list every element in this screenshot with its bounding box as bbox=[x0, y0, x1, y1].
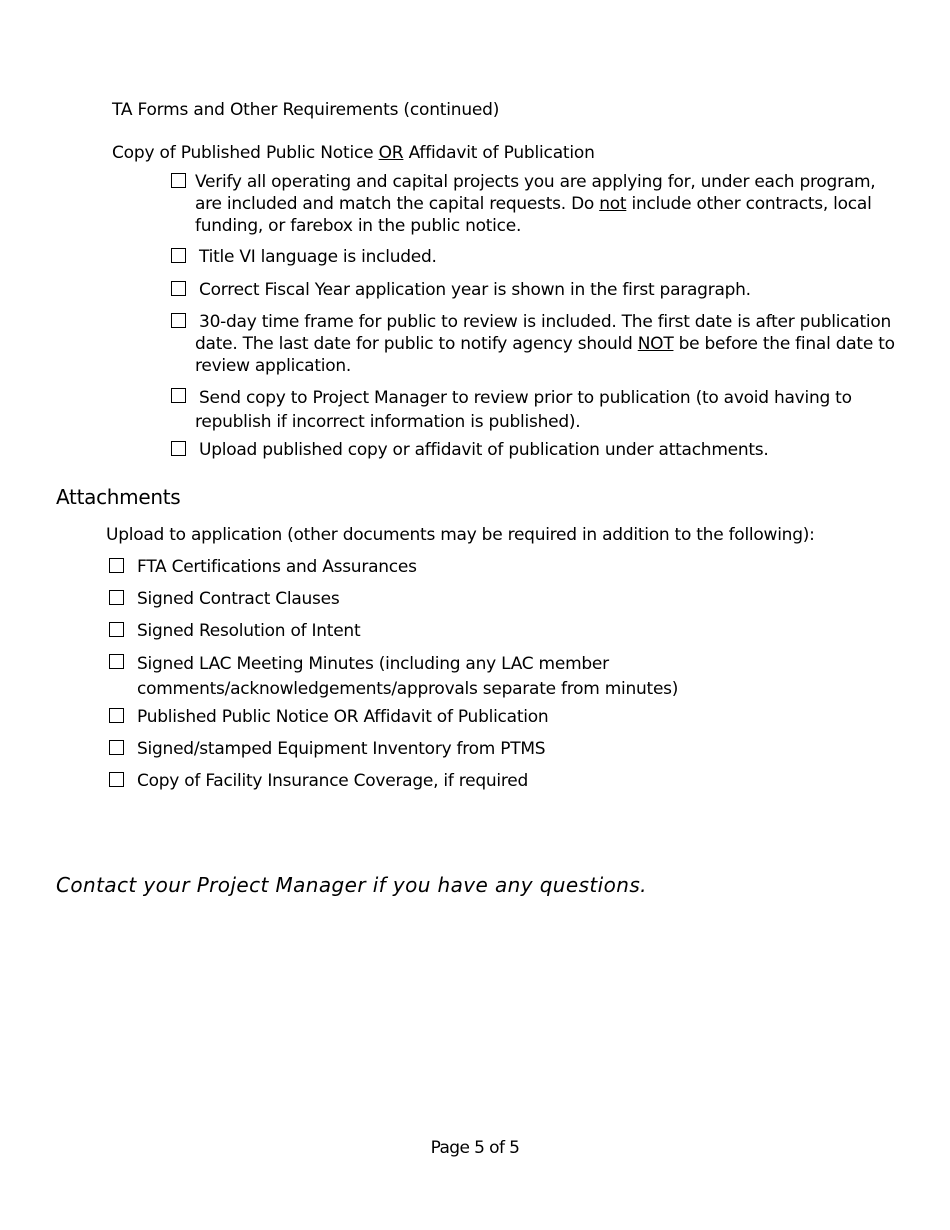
checkbox-icon[interactable] bbox=[171, 248, 186, 263]
notice-checklist-item[interactable] bbox=[171, 246, 896, 268]
attachments-heading: Attachments bbox=[56, 485, 181, 509]
checkbox-icon[interactable] bbox=[171, 173, 186, 188]
attachment-checklist-item[interactable] bbox=[109, 588, 809, 610]
public-notice-heading bbox=[112, 143, 595, 163]
checkbox-icon[interactable] bbox=[171, 281, 186, 296]
notice-item-text: Send copy to Project Manager to review prior to publication (to avoid having to republish if incorrect information is published). bbox=[195, 388, 852, 432]
checkbox-icon[interactable] bbox=[109, 654, 124, 669]
attachment-checklist-item[interactable] bbox=[109, 738, 809, 760]
attachment-checklist-item[interactable] bbox=[109, 770, 809, 792]
attachment-item-label: Published Public Notice OR Affidavit of Publication bbox=[137, 707, 549, 727]
page-number: Page 5 of 5 bbox=[430, 1138, 520, 1158]
checkbox-icon[interactable] bbox=[171, 388, 186, 403]
public-notice-heading-or: OR bbox=[378, 143, 404, 163]
attachment-checklist-item[interactable] bbox=[109, 556, 809, 578]
checkbox-icon[interactable] bbox=[109, 590, 124, 605]
notice-item-underlined: NOT bbox=[637, 334, 674, 354]
notice-checklist-item[interactable] bbox=[171, 311, 896, 377]
notice-item-text: Verify all operating and capital projects you are applying for, under each program, are included and match the capital requests. Do bbox=[195, 172, 876, 214]
notice-checklist-item[interactable] bbox=[171, 279, 896, 301]
attachment-item-label: Copy of Facility Insurance Coverage, if required bbox=[137, 771, 529, 791]
notice-checklist-item-label bbox=[171, 311, 896, 377]
notice-checklist-item-label bbox=[171, 386, 896, 434]
checkbox-icon[interactable] bbox=[109, 708, 124, 723]
attachment-checklist-item[interactable] bbox=[109, 706, 809, 728]
notice-checklist-item[interactable] bbox=[171, 171, 896, 237]
checkbox-icon[interactable] bbox=[109, 622, 124, 637]
notice-item-text: include other contracts, local funding, or farebox in the public notice. bbox=[195, 194, 872, 236]
notice-item-text: 30-day time frame for public to review is included. The first date is after publication date. The last date for public to notify agency should bbox=[195, 312, 892, 354]
notice-item-text: be before the final date to review application. bbox=[195, 334, 895, 376]
checkbox-icon[interactable] bbox=[109, 740, 124, 755]
checkbox-icon[interactable] bbox=[171, 313, 186, 328]
attachment-item-label: Signed Resolution of Intent bbox=[137, 621, 361, 641]
public-notice-heading-suffix: Affidavit of Publication bbox=[403, 143, 595, 163]
attachment-item-label: Signed/stamped Equipment Inventory from PTMS bbox=[137, 739, 546, 759]
attachment-item-label: Signed LAC Meeting Minutes (including any LAC member comments/acknowledgements/approvals separate from minutes) bbox=[137, 654, 679, 699]
notice-checklist-item-label: Correct Fiscal Year application year is shown in the first paragraph. bbox=[199, 280, 751, 300]
notice-checklist-item[interactable] bbox=[171, 439, 896, 461]
checkbox-icon[interactable] bbox=[109, 772, 124, 787]
checkbox-icon[interactable] bbox=[171, 441, 186, 456]
attachment-item-label: Signed Contract Clauses bbox=[137, 589, 340, 609]
notice-checklist-item[interactable] bbox=[171, 386, 896, 434]
attachment-checklist-item[interactable] bbox=[109, 652, 709, 702]
notice-checklist-item-label: Title VI language is included. bbox=[199, 247, 437, 267]
public-notice-heading-prefix: Copy of Published Public Notice bbox=[112, 143, 379, 163]
notice-checklist-item-label: Upload published copy or affidavit of publication under attachments. bbox=[199, 440, 769, 460]
notice-checklist-item-label bbox=[171, 171, 896, 237]
checkbox-icon[interactable] bbox=[109, 558, 124, 573]
notice-item-underlined: not bbox=[599, 194, 627, 214]
contact-note: Contact your Project Manager if you have any questions. bbox=[56, 873, 647, 897]
attachments-intro: Upload to application (other documents may be required in addition to the following): bbox=[106, 525, 815, 545]
section-continued-heading: TA Forms and Other Requirements (continued) bbox=[112, 100, 500, 120]
attachment-checklist-item[interactable] bbox=[109, 620, 809, 642]
attachment-item-label: FTA Certifications and Assurances bbox=[137, 557, 417, 577]
